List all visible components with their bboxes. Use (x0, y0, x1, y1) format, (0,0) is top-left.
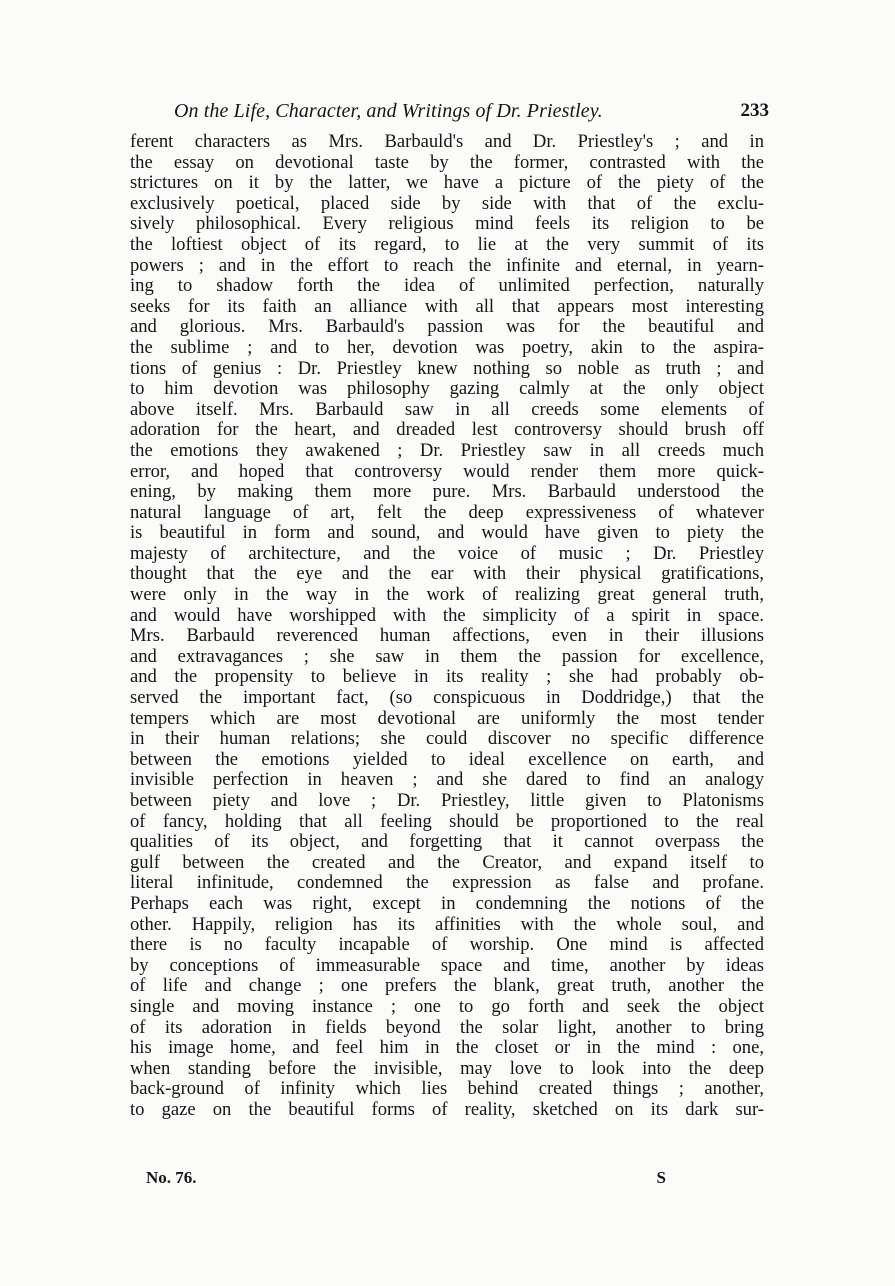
text-line: back-ground of infinity which lies behind created things ; another, (130, 1078, 764, 1100)
text-line: the emotions they awakened ; Dr. Priestley saw in all creeds much (130, 439, 764, 461)
text-line: to him devotion was philosophy gazing calmly at the only object (130, 378, 764, 400)
text-line: there is no faculty incapable of worship. One mind is affected (130, 934, 764, 956)
text-line: by conceptions of immeasurable space and time, another by ideas (130, 954, 764, 976)
page-footer (146, 1168, 666, 1190)
issue-number: No. 76. (146, 1168, 197, 1187)
text-line: invisible perfection in heaven ; and she dared to find an analogy (130, 769, 764, 791)
text-line: powers ; and in the effort to reach the infinite and eternal, in yearn- (130, 254, 764, 276)
text-line: tions of genius : Dr. Priestley knew nothing so noble as truth ; and (130, 357, 764, 379)
text-line: and the propensity to believe in its reality ; she had probably ob- (130, 666, 764, 688)
text-line: majesty of architecture, and the voice of music ; Dr. Priestley (130, 542, 764, 564)
text-line: of fancy, holding that all feeling should be proportioned to the real (130, 810, 764, 832)
text-line: adoration for the heart, and dreaded lest controversy should brush off (130, 419, 764, 441)
text-line: error, and hoped that controversy would render them more quick- (130, 460, 764, 482)
text-line: served the important fact, (so conspicuous in Doddridge,) that the (130, 687, 764, 709)
text-line: between piety and love ; Dr. Priestley, little given to Platonisms (130, 790, 764, 811)
text-line: were only in the way in the work of realizing great general truth, (130, 584, 764, 606)
text-line: literal infinitude, condemned the expression as false and profane. (130, 872, 764, 894)
signature-mark: S (656, 1168, 666, 1187)
text-line: the sublime ; and to her, devotion was poetry, akin to the aspira- (130, 336, 764, 358)
text-line: is beautiful in form and sound, and would have given to piety the (130, 522, 764, 544)
text-line: of its adoration in fields beyond the solar light, another to bring (130, 1016, 764, 1038)
text-line: qualities of its object, and forgetting that it cannot overpass the (130, 831, 764, 853)
text-line: between the emotions yielded to ideal excellence on earth, and (130, 748, 764, 770)
text-line: gulf between the created and the Creator, and expand itself to (130, 851, 764, 873)
text-line: of life and change ; one prefers the blank, great truth, another the (130, 975, 764, 997)
text-line: exclusively poetical, placed side by side with that of the exclu- (130, 192, 764, 214)
text-line: tempers which are most devotional are uniformly the most tender (130, 707, 764, 729)
text-line: above itself. Mrs. Barbauld saw in all creeds some elements of (130, 398, 764, 420)
text-line: to gaze on the beautiful forms of reality, sketched on its dark sur- (130, 1098, 764, 1120)
text-line: natural language of art, felt the deep expressiveness of whatever (130, 501, 764, 523)
text-line: Perhaps each was right, except in condemning the notions of the (130, 892, 764, 914)
text-line: other. Happily, religion has its affinities with the whole soul, and (130, 913, 764, 935)
text-line: the loftiest object of its regard, to lie at the very summit of its (130, 233, 764, 255)
text-line: seeks for its faith an alliance with all that appears most interesting (130, 295, 764, 317)
body-text (130, 132, 764, 1121)
text-line: his image home, and feel him in the closet or in the mind : one, (130, 1037, 764, 1059)
text-line: when standing before the invisible, may love to look into the deep (130, 1057, 764, 1079)
text-line: Mrs. Barbauld reverenced human affections, even in their illusions (130, 625, 764, 647)
text-line: and extravagances ; she saw in them the passion for excellence, (130, 645, 764, 667)
text-line: ing to shadow forth the idea of unlimited perfection, naturally (130, 275, 764, 297)
text-line: and glorious. Mrs. Barbauld's passion was for the beautiful and (130, 316, 764, 338)
text-line: sively philosophical. Every religious mind feels its religion to be (130, 213, 764, 235)
text-line: thought that the eye and the ear with their physical gratifications, (130, 563, 764, 585)
page-number: 233 (740, 100, 769, 121)
text-line: ferent characters as Mrs. Barbauld's and Dr. Priestley's ; and in (130, 131, 764, 152)
running-title: On the Life, Character, and Writings of Dr. Priestley. (174, 100, 603, 122)
text-line: in their human relations; she could discover no specific difference (130, 728, 764, 750)
running-head (174, 100, 769, 126)
text-line: the essay on devotional taste by the former, contrasted with the (130, 151, 764, 173)
text-line: single and moving instance ; one to go forth and seek the object (130, 995, 764, 1017)
text-line: strictures on it by the latter, we have a picture of the piety of the (130, 172, 764, 194)
text-line: and would have worshipped with the simplicity of a spirit in space. (130, 604, 764, 626)
text-line: ening, by making them more pure. Mrs. Barbauld understood the (130, 481, 764, 503)
